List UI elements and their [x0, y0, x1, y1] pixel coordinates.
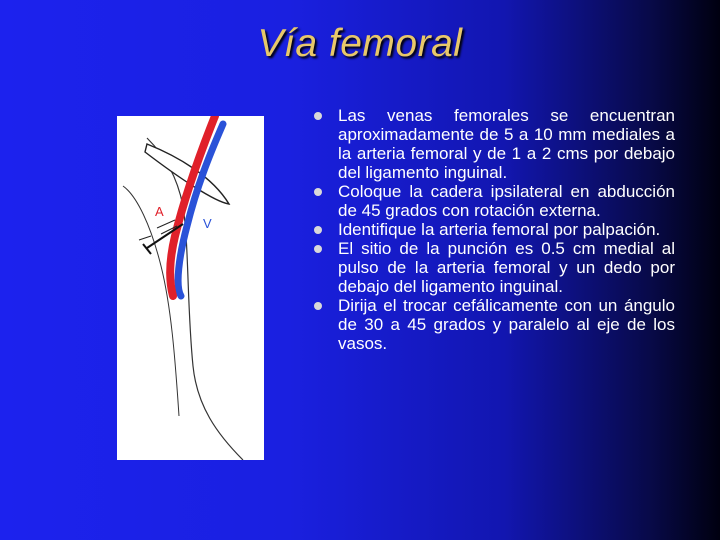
- bullet-item: [312, 296, 675, 353]
- bullet-dot-icon: [314, 245, 322, 253]
- bullet-dot-icon: [314, 188, 322, 196]
- femoral-anatomy-illustration: [117, 116, 264, 460]
- bullet-text: Coloque la cadera ipsilateral en abducción de 45 grados con rotación externa.: [338, 182, 675, 220]
- bullet-dot-icon: [314, 302, 322, 310]
- bullet-text: Dirija el trocar cefálicamente con un ángulo de 30 a 45 grados y paralelo al eje de los vasos.: [338, 296, 675, 353]
- bullet-dot-icon: [314, 226, 322, 234]
- bullet-text: Las venas femorales se encuentran aproximadamente de 5 a 10 mm mediales a la arteria femoral y de 1 a 2 cms por debajo del ligamento inguinal.: [338, 106, 675, 182]
- slide-title: Vía femoral: [257, 22, 463, 65]
- vein-label: V: [203, 216, 212, 231]
- bullet-text: El sitio de la punción es 0.5 cm medial al pulso de la arteria femoral y un dedo por debajo del ligamento inguinal.: [338, 239, 675, 296]
- artery-label: A: [155, 204, 164, 219]
- bullet-item: [312, 182, 675, 220]
- bullet-item: [312, 220, 675, 239]
- femoral-anatomy-drawing: [117, 116, 264, 460]
- leg-outline-inner: [123, 186, 179, 416]
- bullet-dot-icon: [314, 112, 322, 120]
- bullet-item: [312, 239, 675, 296]
- bullet-list: [312, 106, 675, 353]
- bullet-text: Identifique la arteria femoral por palpación.: [338, 220, 661, 239]
- bullet-item: [312, 106, 675, 182]
